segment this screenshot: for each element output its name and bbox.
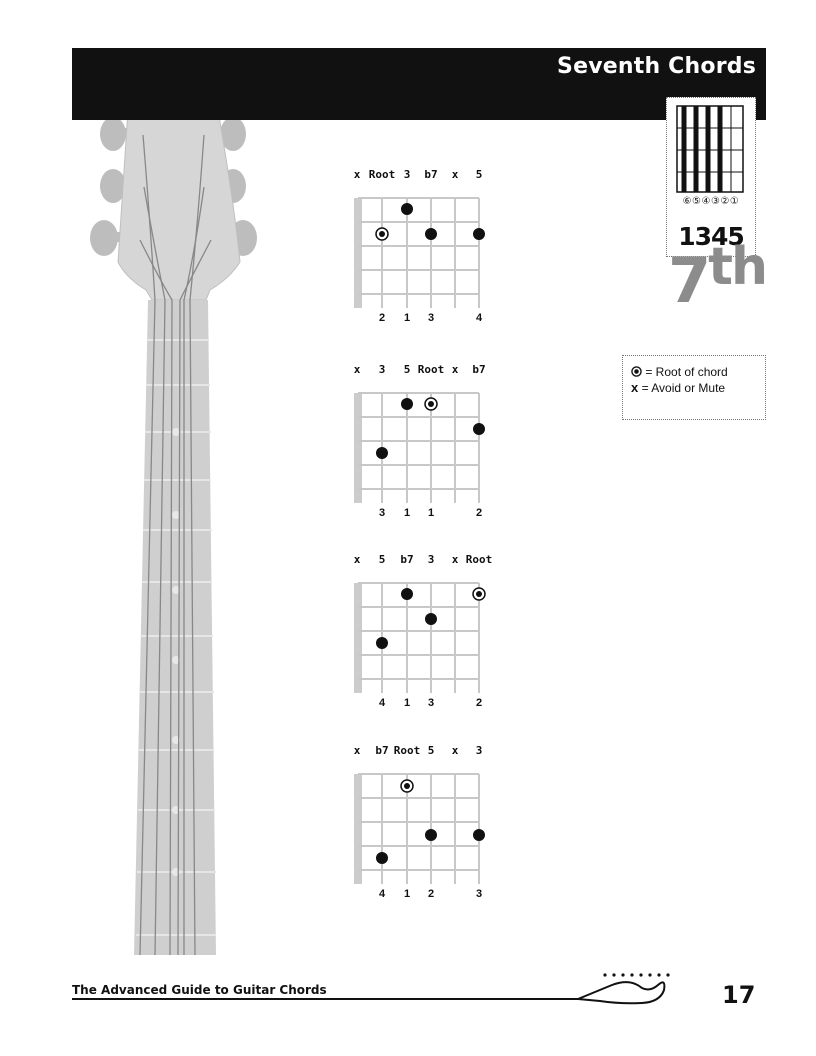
finger-number: 3 [475, 888, 483, 900]
finger-number: 1 [403, 507, 411, 519]
fretboard-grid [350, 764, 500, 888]
page-title: Seventh Chords [557, 54, 756, 79]
finger-dot [473, 423, 485, 435]
legend-avoid-text: = Avoid or Mute [641, 381, 726, 395]
string-label: x [353, 168, 361, 181]
string-numbers: ⑥⑤④③②① [682, 196, 740, 207]
string-label: x [353, 363, 361, 376]
fingering-row [350, 507, 500, 523]
string-label: 3 [475, 744, 483, 757]
chord-diagram-2 [350, 363, 500, 523]
finger-dot [425, 829, 437, 841]
string-labels [350, 168, 500, 188]
string-label: x [451, 363, 459, 376]
finger-dot [473, 228, 485, 240]
finger-dot [401, 203, 413, 215]
string-label: 5 [427, 744, 435, 757]
fretboard-grid [350, 383, 500, 507]
finger-number: 3 [427, 312, 435, 324]
finger-dot [401, 398, 413, 410]
header-bar [72, 48, 766, 120]
string-label: 3 [403, 168, 411, 181]
finger-number: 2 [378, 312, 386, 324]
finger-number: 4 [378, 888, 386, 900]
string-label: 3 [378, 363, 386, 376]
legend-root-row [631, 364, 765, 380]
chord-type-label [668, 237, 768, 317]
string-labels [350, 744, 500, 764]
mute-x-icon: x [631, 380, 639, 395]
legend-avoid-row [631, 380, 765, 396]
fingering-row [350, 697, 500, 713]
string-label: b7 [375, 744, 389, 757]
root-marker [401, 780, 413, 792]
finger-dot [376, 637, 388, 649]
string-label: x [451, 744, 459, 757]
string-label: 5 [378, 553, 386, 566]
finger-dot [376, 852, 388, 864]
string-label: 5 [475, 168, 483, 181]
fingering-row [350, 312, 500, 328]
string-label: Root [417, 363, 445, 376]
fretboard-grid [350, 188, 500, 312]
chord-diagram-3 [350, 553, 500, 713]
finger-number: 2 [475, 507, 483, 519]
finger-number: 4 [475, 312, 483, 324]
string-label: 5 [403, 363, 411, 376]
finger-number: 2 [475, 697, 483, 709]
fretboard-grid [350, 573, 500, 697]
finger-number: 1 [403, 888, 411, 900]
legend-box [622, 355, 766, 420]
string-label: Root [393, 744, 421, 757]
chord-type-icon [666, 97, 756, 257]
legend-root-text: = Root of chord [645, 365, 728, 379]
chord-diagram-1 [350, 168, 500, 328]
mini-fretboard-icon [667, 98, 755, 196]
chord-formula: 1345 [678, 222, 744, 251]
finger-number: 1 [403, 312, 411, 324]
string-label: x [353, 744, 361, 757]
string-label: x [451, 553, 459, 566]
finger-number: 1 [427, 507, 435, 519]
guitar-neck-illustration [0, 0, 300, 960]
chord-diagram-4 [350, 744, 500, 904]
string-label: Root [465, 553, 493, 566]
finger-dot [473, 829, 485, 841]
chord-type-number: 7 [668, 244, 709, 317]
finger-number: 2 [427, 888, 435, 900]
finger-number: 1 [403, 697, 411, 709]
finger-dot [401, 588, 413, 600]
string-label: b7 [400, 553, 414, 566]
finger-number: 3 [378, 507, 386, 519]
root-marker [376, 228, 388, 240]
string-label: x [353, 553, 361, 566]
string-label: b7 [472, 363, 486, 376]
chord-type-suffix: th [708, 237, 767, 297]
finger-number: 3 [427, 697, 435, 709]
string-label: Root [368, 168, 396, 181]
string-labels [350, 553, 500, 573]
string-label: 3 [427, 553, 435, 566]
finger-dot [425, 228, 437, 240]
root-marker-icon [631, 366, 642, 377]
fingering-row [350, 888, 500, 904]
book-title: The Advanced Guide to Guitar Chords [72, 983, 327, 997]
page-number: 17 [722, 981, 756, 1009]
root-marker [473, 588, 485, 600]
string-labels [350, 363, 500, 383]
root-marker [425, 398, 437, 410]
finger-dot [376, 447, 388, 459]
string-label: b7 [424, 168, 438, 181]
string-label: x [451, 168, 459, 181]
finger-dot [425, 613, 437, 625]
finger-number: 4 [378, 697, 386, 709]
